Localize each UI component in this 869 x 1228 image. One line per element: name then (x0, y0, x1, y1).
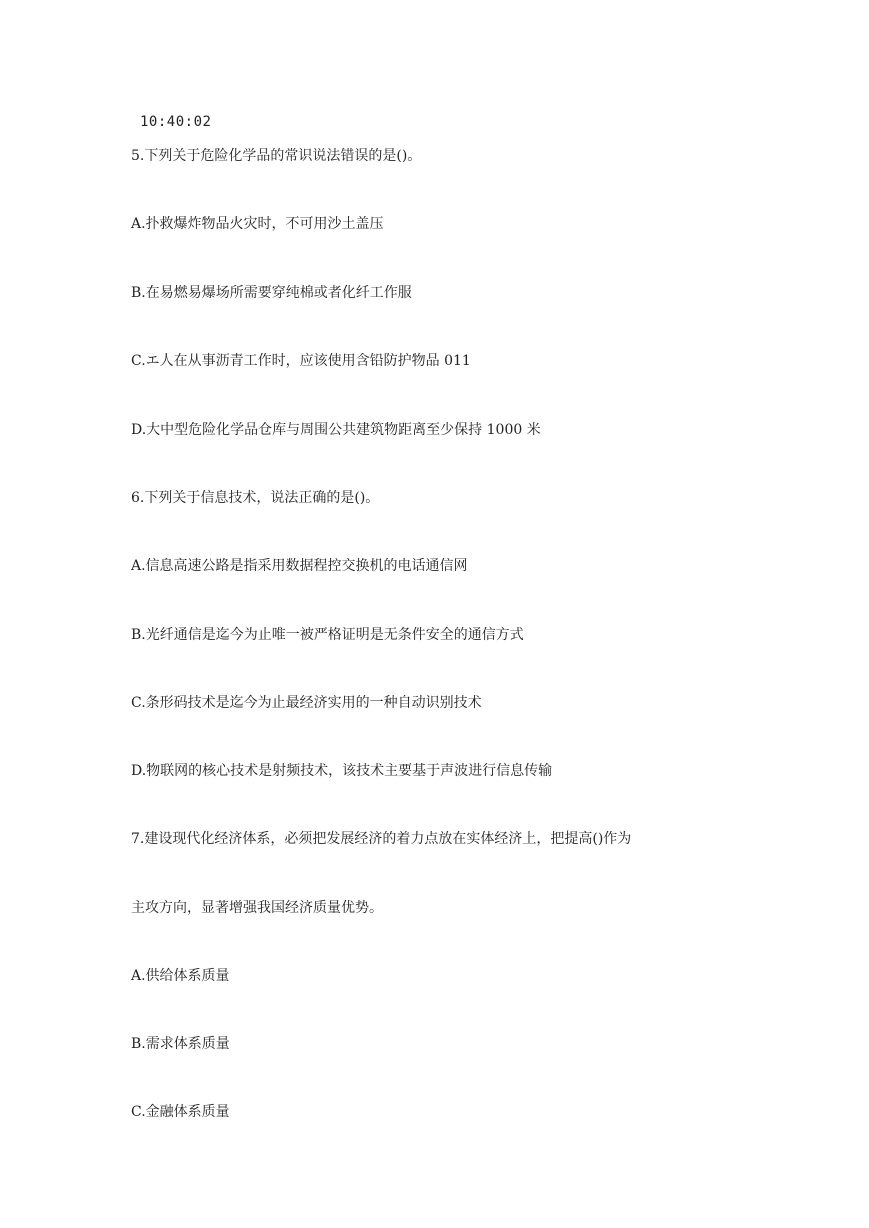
question-6-option-c: C.条形码技术是迄今为止最经济实用的一种自动识别技术 (131, 695, 482, 711)
question-7-stem-line-1: 7.建设现代化经济体系，必须把发展经济的着力点放在实体经济上，把提高()作为 (131, 831, 632, 847)
question-5-option-b: B.在易燃易爆场所需要穿纯棉或者化纤工作服 (131, 285, 412, 301)
question-7-option-b: B.需求体系质量 (131, 1036, 230, 1052)
question-6-option-d: D.物联网的核心技术是射频技术，该技术主要基于声波进行信息传输 (131, 763, 553, 779)
question-6-option-b: B.光纤通信是迄今为止唯一被严格证明是无条件安全的通信方式 (131, 627, 524, 643)
question-6-option-a: A.信息高速公路是指采用数据程控交换机的电话通信网 (131, 558, 468, 574)
question-7-option-a: A.供给体系质量 (131, 968, 230, 984)
question-7-stem-line-2: 主攻方向，显著增强我国经济质量优势。 (131, 900, 383, 916)
question-5-option-a: A.扑救爆炸物品火灾时，不可用沙土盖压 (131, 216, 384, 232)
question-5-stem: 5.下列关于危险化学品的常识说法错误的是()。 (131, 148, 422, 164)
question-7-option-c: C.金融体系质量 (131, 1104, 230, 1120)
timestamp: 10:40:02 (140, 114, 212, 130)
question-5-option-d: D.大中型危险化学品仓库与周围公共建筑物距离至少保持 1000 米 (131, 422, 541, 438)
question-5-option-c: C.エ人在从事沥青工作时，应该使用含铅防护物品 011 (131, 353, 471, 369)
question-6-stem: 6.下列关于信息技术，说法正确的是()。 (131, 490, 380, 506)
